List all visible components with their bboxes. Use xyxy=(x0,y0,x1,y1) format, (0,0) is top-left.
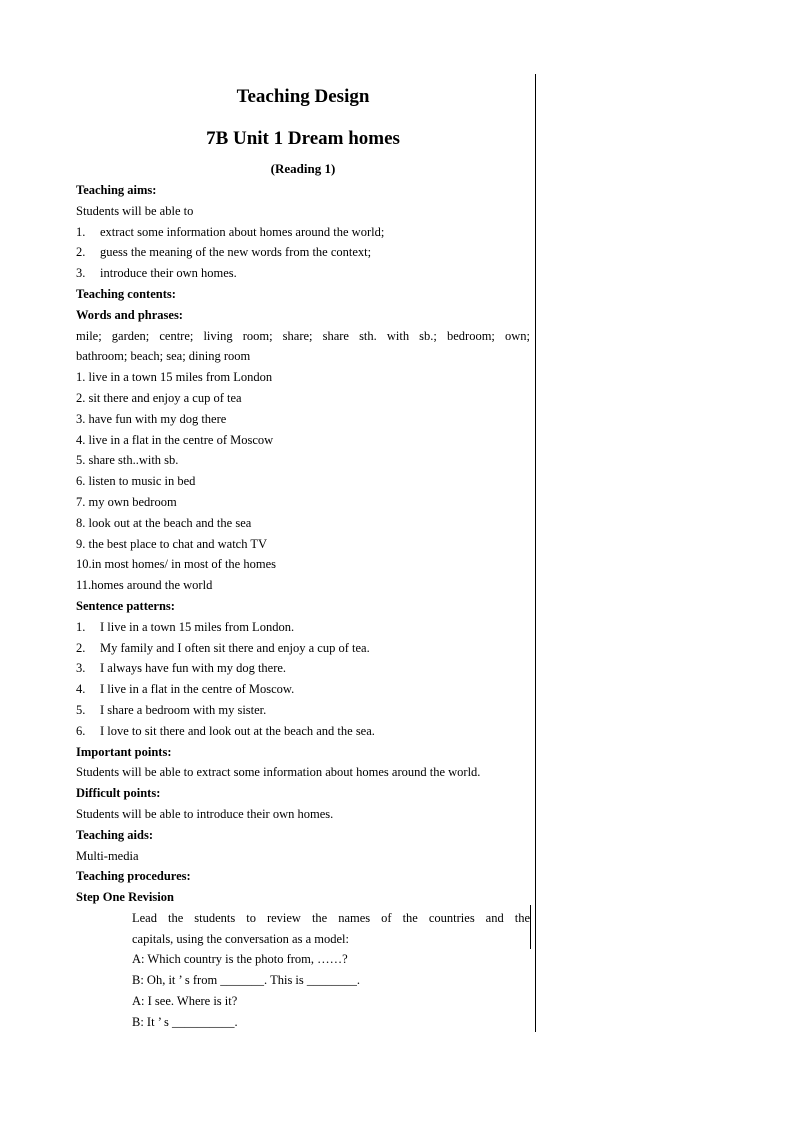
phrase-item: 11.homes around the world xyxy=(76,578,213,593)
aim-item xyxy=(76,222,530,243)
important-text: Students will be able to extract some information about homes around the world. xyxy=(76,765,481,780)
procedures-heading: Teaching procedures: xyxy=(76,869,191,884)
phrase-item: 1. live in a town 15 miles from London xyxy=(76,370,273,385)
step-one-heading: Step One Revision xyxy=(76,890,174,905)
sentence-item xyxy=(76,721,530,742)
sentence-number: 5. xyxy=(76,702,86,717)
words-line: mile; garden; centre; living room; share; share sth. with sb.; bedroom; own; xyxy=(76,328,530,343)
document-body xyxy=(76,180,530,1033)
aims-intro: Students will be able to xyxy=(76,203,194,218)
aim-number: 2. xyxy=(76,245,86,260)
aim-number: 1. xyxy=(76,224,86,239)
sentence-text: I always have fun with my dog there. xyxy=(100,661,287,676)
sentence-text: I share a bedroom with my sister. xyxy=(100,702,267,717)
sentence-item xyxy=(76,638,530,659)
aim-text: introduce their own homes. xyxy=(100,266,237,281)
aim-item xyxy=(76,263,530,284)
aims-heading: Teaching aims: xyxy=(76,183,157,197)
unit-title: 7B Unit 1 Dream homes xyxy=(206,128,400,149)
lesson-subtitle: (Reading 1) xyxy=(270,161,336,176)
sentence-number: 3. xyxy=(76,661,86,676)
phrase-item: 10.in most homes/ in most of the homes xyxy=(76,557,276,572)
contents-heading: Teaching contents: xyxy=(76,286,176,301)
aim-text: extract some information about homes around the world; xyxy=(100,224,385,239)
document-title: Teaching Design xyxy=(236,86,370,107)
dialogue-line: A: I see. Where is it? xyxy=(132,994,238,1009)
sentence-item xyxy=(76,679,530,700)
dialogue-line: B: It ’ s __________. xyxy=(132,1014,238,1029)
phrase-item: 3. have fun with my dog there xyxy=(76,411,227,426)
phrase-item: 8. look out at the beach and the sea xyxy=(76,515,252,530)
aim-text: guess the meaning of the new words from the context; xyxy=(100,245,372,260)
aids-text: Multi-media xyxy=(76,848,139,863)
sentences-heading: Sentence patterns: xyxy=(76,598,175,613)
words-heading: Words and phrases: xyxy=(76,307,183,322)
phrase-item: 2. sit there and enjoy a cup of tea xyxy=(76,390,242,405)
aim-number: 3. xyxy=(76,266,86,281)
sentence-text: I live in a flat in the centre of Moscow. xyxy=(100,682,295,697)
sentence-text: I live in a town 15 miles from London. xyxy=(100,619,295,634)
phrase-item: 6. listen to music in bed xyxy=(76,474,196,489)
phrase-item: 9. the best place to chat and watch TV xyxy=(76,536,268,551)
sentence-number: 4. xyxy=(76,682,86,697)
words-line: bathroom; beach; sea; dining room xyxy=(76,349,251,364)
vertical-rule xyxy=(535,74,536,1032)
sentence-text: I love to sit there and look out at the beach and the sea. xyxy=(100,723,375,738)
dialogue-line: B: Oh, it ’ s from _______. This is ________. xyxy=(132,973,361,988)
phrase-item: 7. my own bedroom xyxy=(76,494,177,509)
phrase-item: 5. share sth..with sb. xyxy=(76,453,179,468)
sentence-item xyxy=(76,658,530,679)
step-one-text: capitals, using the conversation as a model: xyxy=(132,931,349,946)
phrase-item: 4. live in a flat in the centre of Moscow xyxy=(76,432,274,447)
sentence-number: 1. xyxy=(76,619,86,634)
difficult-heading: Difficult points: xyxy=(76,786,161,801)
dialogue-line: A: Which country is the photo from, ……? xyxy=(132,952,348,967)
important-heading: Important points: xyxy=(76,744,172,759)
sentence-text: My family and I often sit there and enjoy a cup of tea. xyxy=(100,640,370,655)
aim-item xyxy=(76,242,530,263)
step-one-text: Lead the students to review the names of the countries and the xyxy=(132,910,530,925)
difficult-text: Students will be able to introduce their own homes. xyxy=(76,806,334,821)
vertical-rule-short xyxy=(530,905,531,949)
sentence-item xyxy=(76,617,530,638)
sentence-number: 6. xyxy=(76,723,86,738)
sentence-item xyxy=(76,700,530,721)
aids-heading: Teaching aids: xyxy=(76,827,153,842)
sentence-number: 2. xyxy=(76,640,86,655)
